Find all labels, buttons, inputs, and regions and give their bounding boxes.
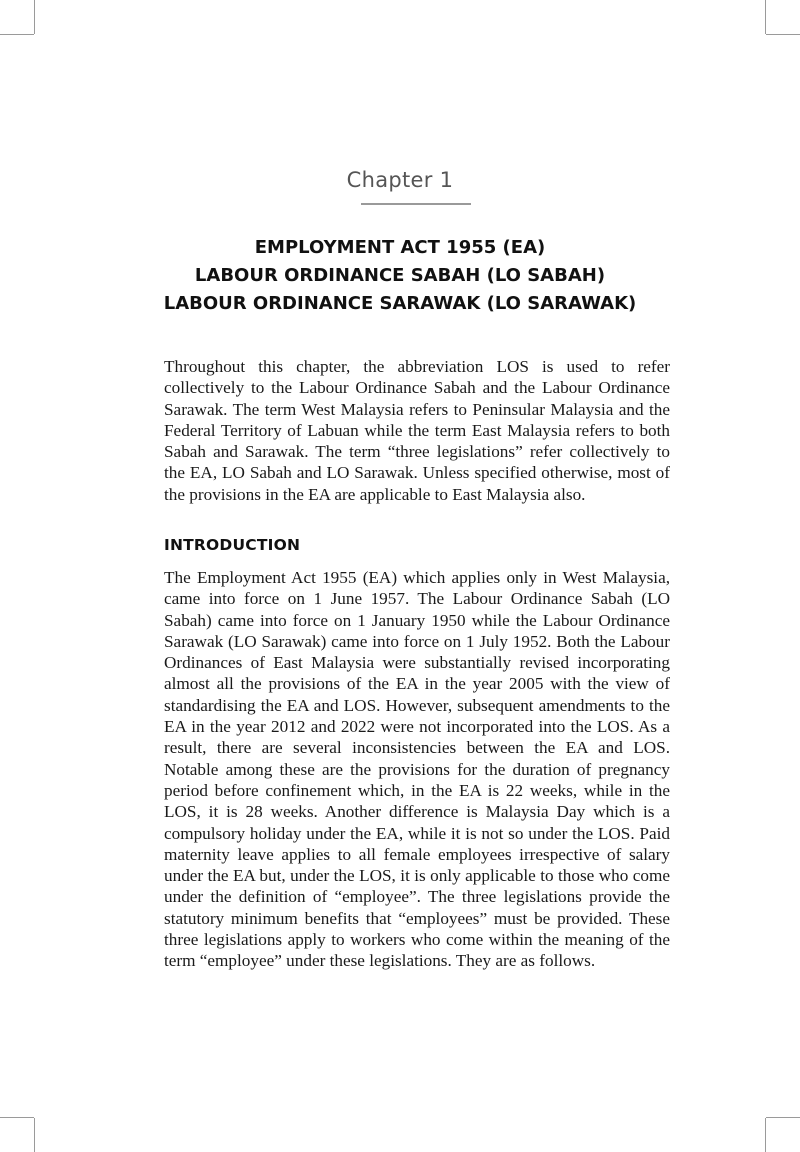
chapter-label: Chapter 1	[346, 168, 454, 192]
crop-mark-bottom-right-horizontal	[766, 1117, 800, 1118]
chapter-title-line: LABOUR ORDINANCE SABAH (LO SABAH)	[194, 265, 606, 286]
section-heading: INTRODUCTION	[164, 536, 301, 554]
chapter-titles	[0, 234, 800, 318]
crop-mark-bottom-right-vertical	[765, 1118, 766, 1152]
chapter-title-line: LABOUR ORDINANCE SARAWAK (LO SARAWAK)	[163, 293, 637, 314]
crop-mark-top-right-horizontal	[766, 34, 800, 35]
section-paragraph: The Employment Act 1955 (EA) which applies only in West Malaysia, came into force on 1 June 1957. The Labour Ordinance Sabah (LO Sabah) came into force on 1 January 1950 while the Labour Ordinance Sarawak (LO Sarawak) came into force on 1 July 1952. Both the Labour Ordinances of East Malaysia were substantially revised incorporating almost all the provisions of the EA in the year 2005 with the view of standardising the EA and LOS. However, subsequent amendments to the EA in the year 2012 and 2022 were not incorporated into the LOS. As a result, there are several inconsistencies between the EA and LOS. Notable among these are the provisions for the duration of pregnancy period before confinement which, in the EA is 22 weeks, while in the LOS, it is 28 weeks. Another difference is Malaysia Day which is a compulsory holiday under the EA, while it is not so under the LOS. Paid maternity leave applies to all female employees irrespective of salary under the EA but, under the LOS, it is only applicable to those who come under the definition of “employee”. The three legislations provide the statutory minimum benefits that “employees” must be provided. These three legislations apply to workers who come within the meaning of the term “employee” under these legislations. They are as follows.	[164, 568, 670, 971]
intro-paragraph: Throughout this chapter, the abbreviation LOS is used to refer collectively to the Labour Ordinance Sabah and the Labour Ordinance Sarawak. The term West Malaysia refers to Peninsular Malaysia and the Federal Territory of Labuan while the term East Malaysia refers to both Sabah and Sarawak. The term “three legislations” refer collectively to the EA, LO Sabah and LO Sarawak. Unless specified otherwise, most of the provisions in the EA are applicable to East Malaysia also.	[164, 357, 670, 504]
chapter-underline	[361, 203, 471, 205]
crop-mark-top-right-vertical	[765, 0, 766, 34]
chapter-title-line: EMPLOYMENT ACT 1955 (EA)	[254, 237, 546, 258]
crop-mark-bottom-left-vertical	[34, 1118, 35, 1152]
crop-mark-top-left-horizontal	[0, 34, 34, 35]
crop-mark-top-left-vertical	[34, 0, 35, 34]
crop-mark-bottom-left-horizontal	[0, 1117, 34, 1118]
